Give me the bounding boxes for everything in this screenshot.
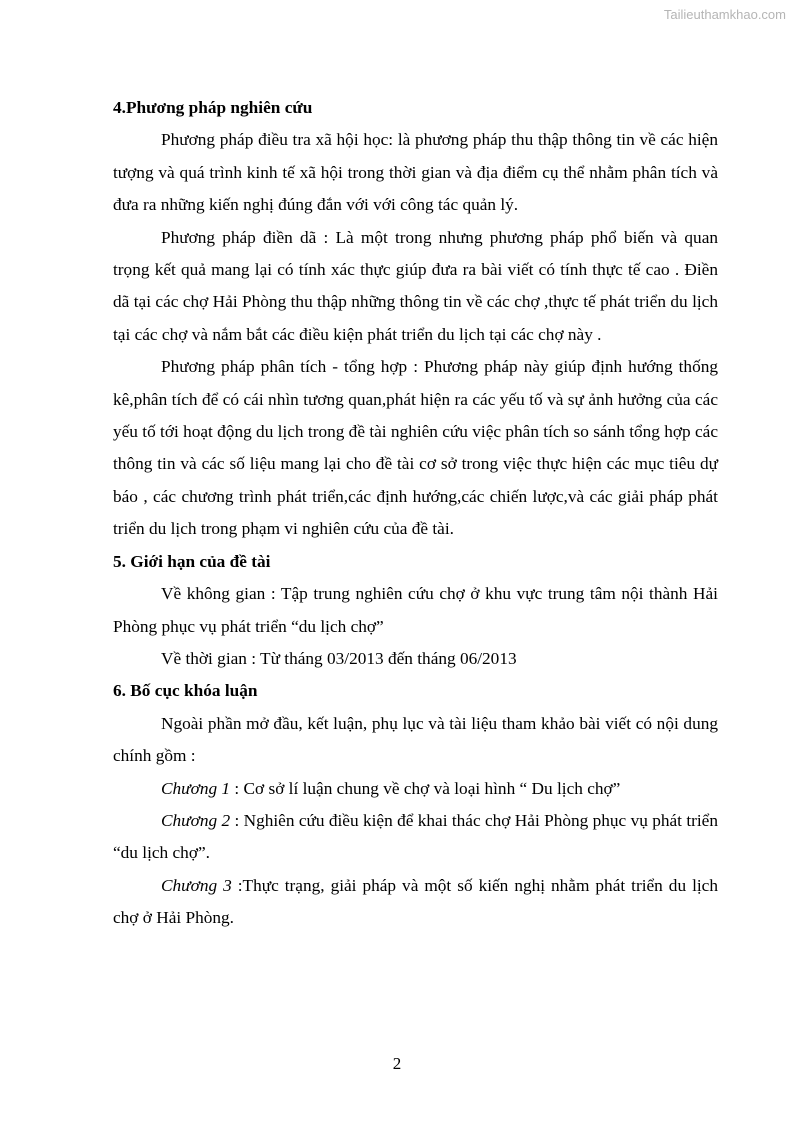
chapter-3-label: Chương 3 <box>161 875 232 895</box>
section-4-heading: 4.Phương pháp nghiên cứu <box>113 98 313 117</box>
watermark: Tailieuthamkhao.com <box>663 7 786 22</box>
chapter-2-text: : Nghiên cứu điều kiện để khai thác chợ Hải Phòng phục vụ phát triển “du lịch chợ”. <box>113 810 718 863</box>
chapter-1-text: : Cơ sở lí luận chung về chợ và loại hình “ Du lịch chợ” <box>230 778 621 798</box>
document-body <box>113 92 718 935</box>
section-5-heading: 5. Giới hạn của đề tài <box>113 551 271 571</box>
chapter-1-label: Chương 1 <box>161 778 231 798</box>
chapter-3-text: :Thực trạng, giải pháp và một số kiến nghị nhằm phát triển du lịch chợ ở Hải Phòng. <box>113 875 718 928</box>
paragraph-fieldwork-method: Phương pháp điền dã : Là một trong nhưng phương pháp phổ biến và quan trọng kết quả mang lại có tính xác thực giúp đưa ra bài viết có tính thực tế cao . Điền dã tại các chợ Hải Phòng thu thập những thông tin về các chợ ,thực tế phát triển du lịch tại các chợ và nắm bắt các điều kiện phát triển du lịch tại các chợ này . <box>113 227 718 344</box>
chapter-2-line <box>113 805 718 870</box>
page-number: 2 <box>392 1054 402 1073</box>
paragraph-analysis-method: Phương pháp phân tích - tổng hợp : Phương pháp này giúp định hướng thống kê,phân tích để có cái nhìn tương quan,phát hiện ra các yếu tố và sự ảnh hưởng của các yếu tố tới hoạt động du lịch trong đề tài nghiên cứu việc phân tích so sánh tổng hợp các thông tin và các số liệu mang lại cho đề tài cơ sở trong việc thực hiện các mục tiêu dự báo , các chương trình phát triển,các định hướng,các chiến lược,và các giải pháp phát triển du lịch trong phạm vi nghiên cứu của đề tài. <box>113 357 718 539</box>
paragraph-time-scope: Về thời gian : Từ tháng 03/2013 đến tháng 06/2013 <box>161 648 517 668</box>
chapter-1-line <box>113 773 718 805</box>
paragraph-survey-method: Phương pháp điều tra xã hội học: là phương pháp thu thập thông tin về các hiện tượng và quá trình kinh tế xã hội trong thời gian và địa điểm cụ thể nhằm phân tích và đưa ra những kiến nghị đúng đắn với với công tác quản lý. <box>113 130 718 215</box>
section-6-heading: 6. Bố cục khóa luận <box>113 681 258 701</box>
paragraph-space-scope: Về không gian : Tập trung nghiên cứu chợ ở khu vực trung tâm nội thành Hải Phòng phục vụ phát triển “du lịch chợ” <box>113 584 718 636</box>
paragraph-structure-intro: Ngoài phần mở đầu, kết luận, phụ lục và tài liệu tham khảo bài viết có nội dung chính gồm : <box>113 713 718 766</box>
chapter-3-line <box>113 870 718 935</box>
chapter-2-label: Chương 2 <box>161 810 231 830</box>
